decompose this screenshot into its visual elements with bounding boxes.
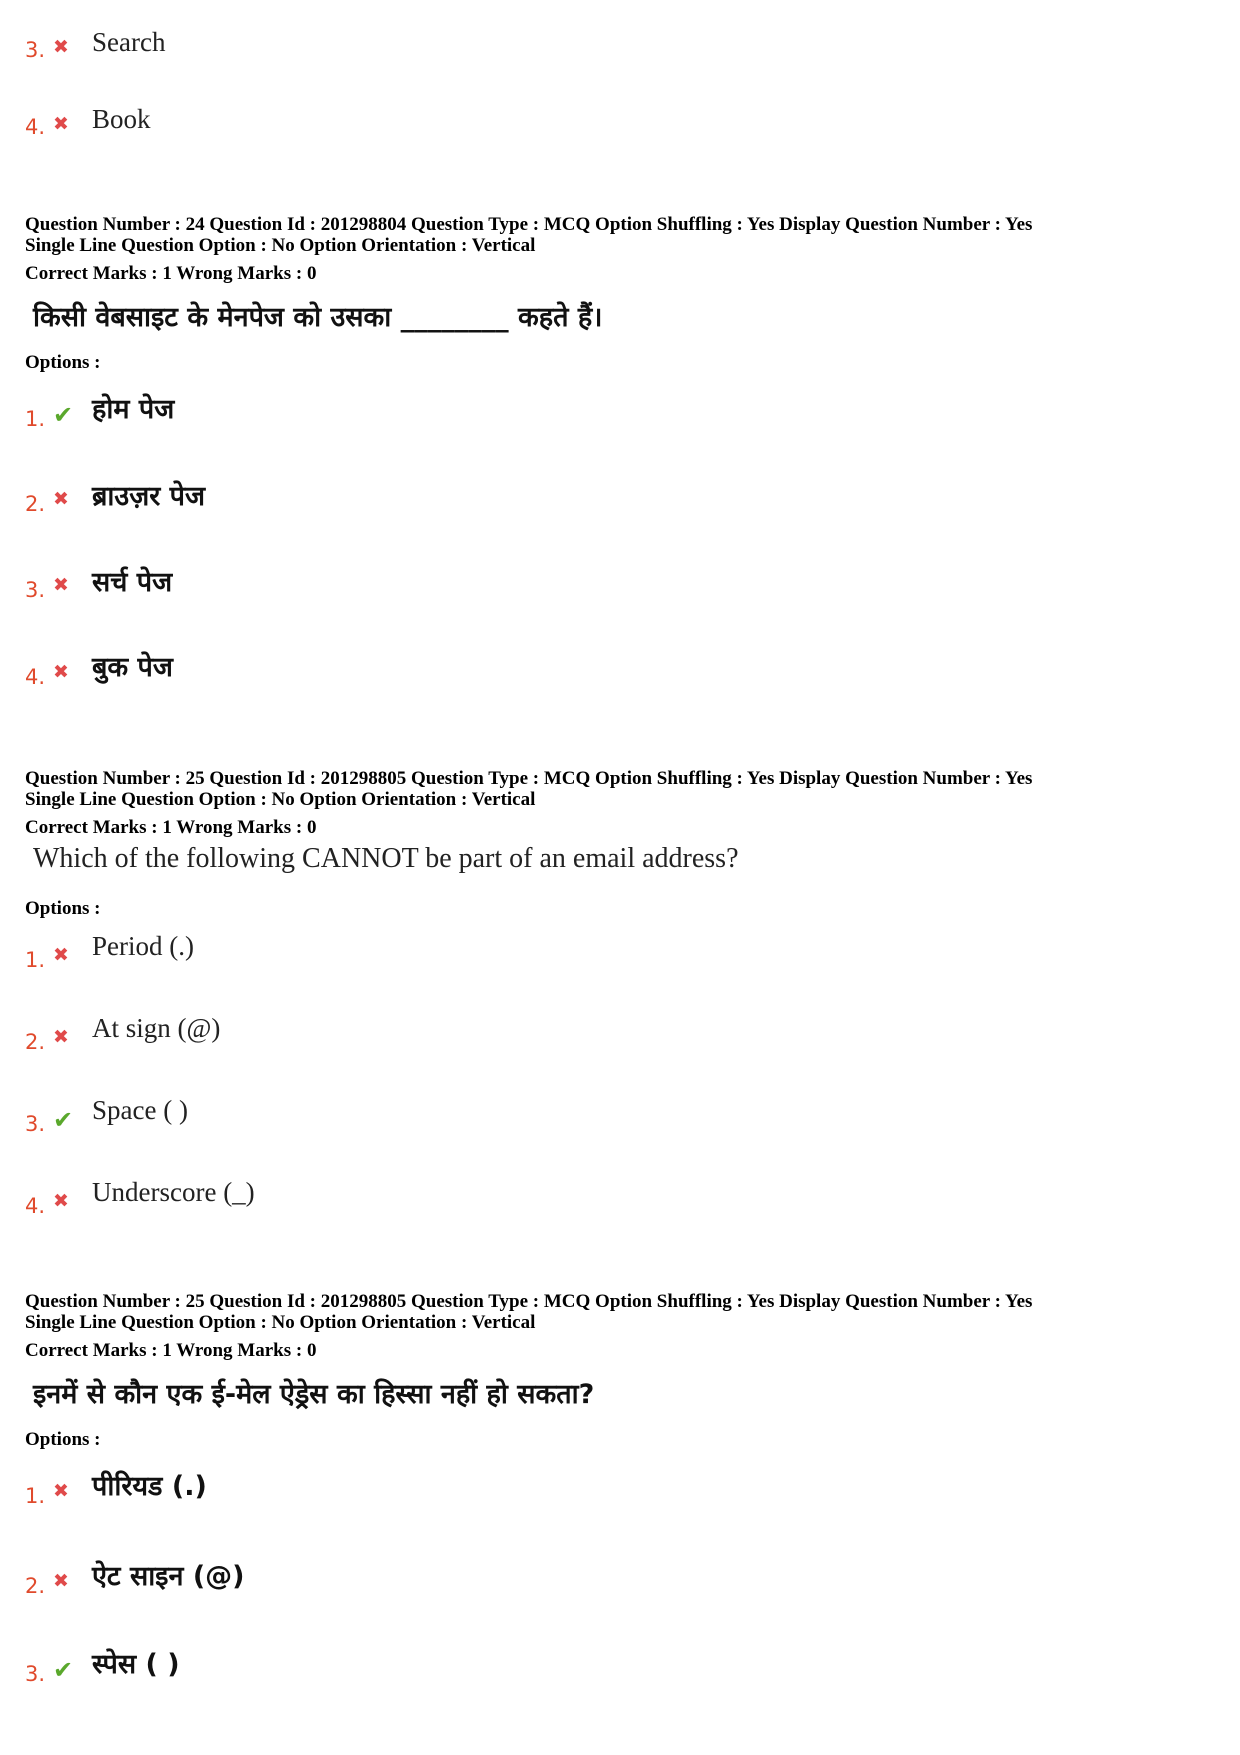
option-number: 2. bbox=[25, 492, 46, 516]
option-text: बुक पेज bbox=[92, 652, 173, 683]
option-text: ऐट साइन (@) bbox=[92, 1561, 245, 1592]
question-meta-line: Single Line Question Option : No Option Orientation : Vertical bbox=[25, 235, 536, 256]
option-number: 1. bbox=[25, 948, 46, 972]
wrong-icon: ✖ bbox=[53, 944, 69, 966]
option-text: पीरियड (.) bbox=[92, 1471, 207, 1502]
wrong-icon: ✖ bbox=[53, 574, 69, 596]
option-number: 1. bbox=[25, 1484, 46, 1508]
question-meta-line: Single Line Question Option : No Option Orientation : Vertical bbox=[25, 789, 536, 810]
marks-line: Correct Marks : 1 Wrong Marks : 0 bbox=[25, 263, 317, 284]
option-number: 4. bbox=[25, 1194, 46, 1218]
option-text: Book bbox=[92, 104, 151, 134]
option-number: 4. bbox=[25, 665, 46, 689]
option-number: 3. bbox=[25, 38, 46, 62]
wrong-icon: ✖ bbox=[53, 488, 69, 510]
check-icon: ✔ bbox=[53, 1656, 74, 1684]
check-icon: ✔ bbox=[53, 401, 74, 429]
marks-line: Correct Marks : 1 Wrong Marks : 0 bbox=[25, 1340, 317, 1361]
options-label: Options : bbox=[25, 352, 101, 373]
question-meta-line: Question Number : 25 Question Id : 201298805 Question Type : MCQ Option Shuffling : Yes Display Question Number : Yes bbox=[25, 768, 1033, 789]
question-text: Which of the following CANNOT be part of an email address? bbox=[33, 843, 739, 874]
option-number: 3. bbox=[25, 1662, 46, 1686]
question-meta-line: Question Number : 25 Question Id : 201298805 Question Type : MCQ Option Shuffling : Yes Display Question Number : Yes bbox=[25, 1291, 1033, 1312]
wrong-icon: ✖ bbox=[53, 113, 69, 135]
question-text: किसी वेबसाइट के मेनपेज को उसका ________ कहते हैं। bbox=[33, 302, 603, 333]
option-text: होम पेज bbox=[92, 394, 175, 425]
options-label: Options : bbox=[25, 1429, 101, 1450]
check-icon: ✔ bbox=[53, 1106, 74, 1134]
option-number: 3. bbox=[25, 1112, 46, 1136]
marks-line: Correct Marks : 1 Wrong Marks : 0 bbox=[25, 817, 317, 838]
option-number: 2. bbox=[25, 1574, 46, 1598]
wrong-icon: ✖ bbox=[53, 36, 69, 58]
option-text: ब्राउज़र पेज bbox=[92, 481, 206, 512]
option-number: 2. bbox=[25, 1030, 46, 1054]
option-text: Space ( ) bbox=[92, 1095, 188, 1125]
option-text: स्पेस ( ) bbox=[92, 1649, 180, 1680]
option-text: Search bbox=[92, 27, 166, 57]
options-label: Options : bbox=[25, 898, 101, 919]
option-text: At sign (@) bbox=[92, 1013, 221, 1043]
option-text: सर्च पेज bbox=[92, 567, 173, 598]
wrong-icon: ✖ bbox=[53, 1480, 69, 1502]
question-meta-line: Question Number : 24 Question Id : 201298804 Question Type : MCQ Option Shuffling : Yes Display Question Number : Yes bbox=[25, 214, 1033, 235]
option-text: Underscore (_) bbox=[92, 1177, 255, 1207]
option-number: 1. bbox=[25, 407, 46, 431]
wrong-icon: ✖ bbox=[53, 661, 69, 683]
option-number: 3. bbox=[25, 578, 46, 602]
wrong-icon: ✖ bbox=[53, 1190, 69, 1212]
question-meta-line: Single Line Question Option : No Option Orientation : Vertical bbox=[25, 1312, 536, 1333]
wrong-icon: ✖ bbox=[53, 1570, 69, 1592]
question-text: इनमें से कौन एक ई-मेल ऐड्रेस का हिस्सा नहीं हो सकता? bbox=[33, 1379, 595, 1410]
option-number: 4. bbox=[25, 115, 46, 139]
option-text: Period (.) bbox=[92, 931, 194, 961]
wrong-icon: ✖ bbox=[53, 1026, 69, 1048]
